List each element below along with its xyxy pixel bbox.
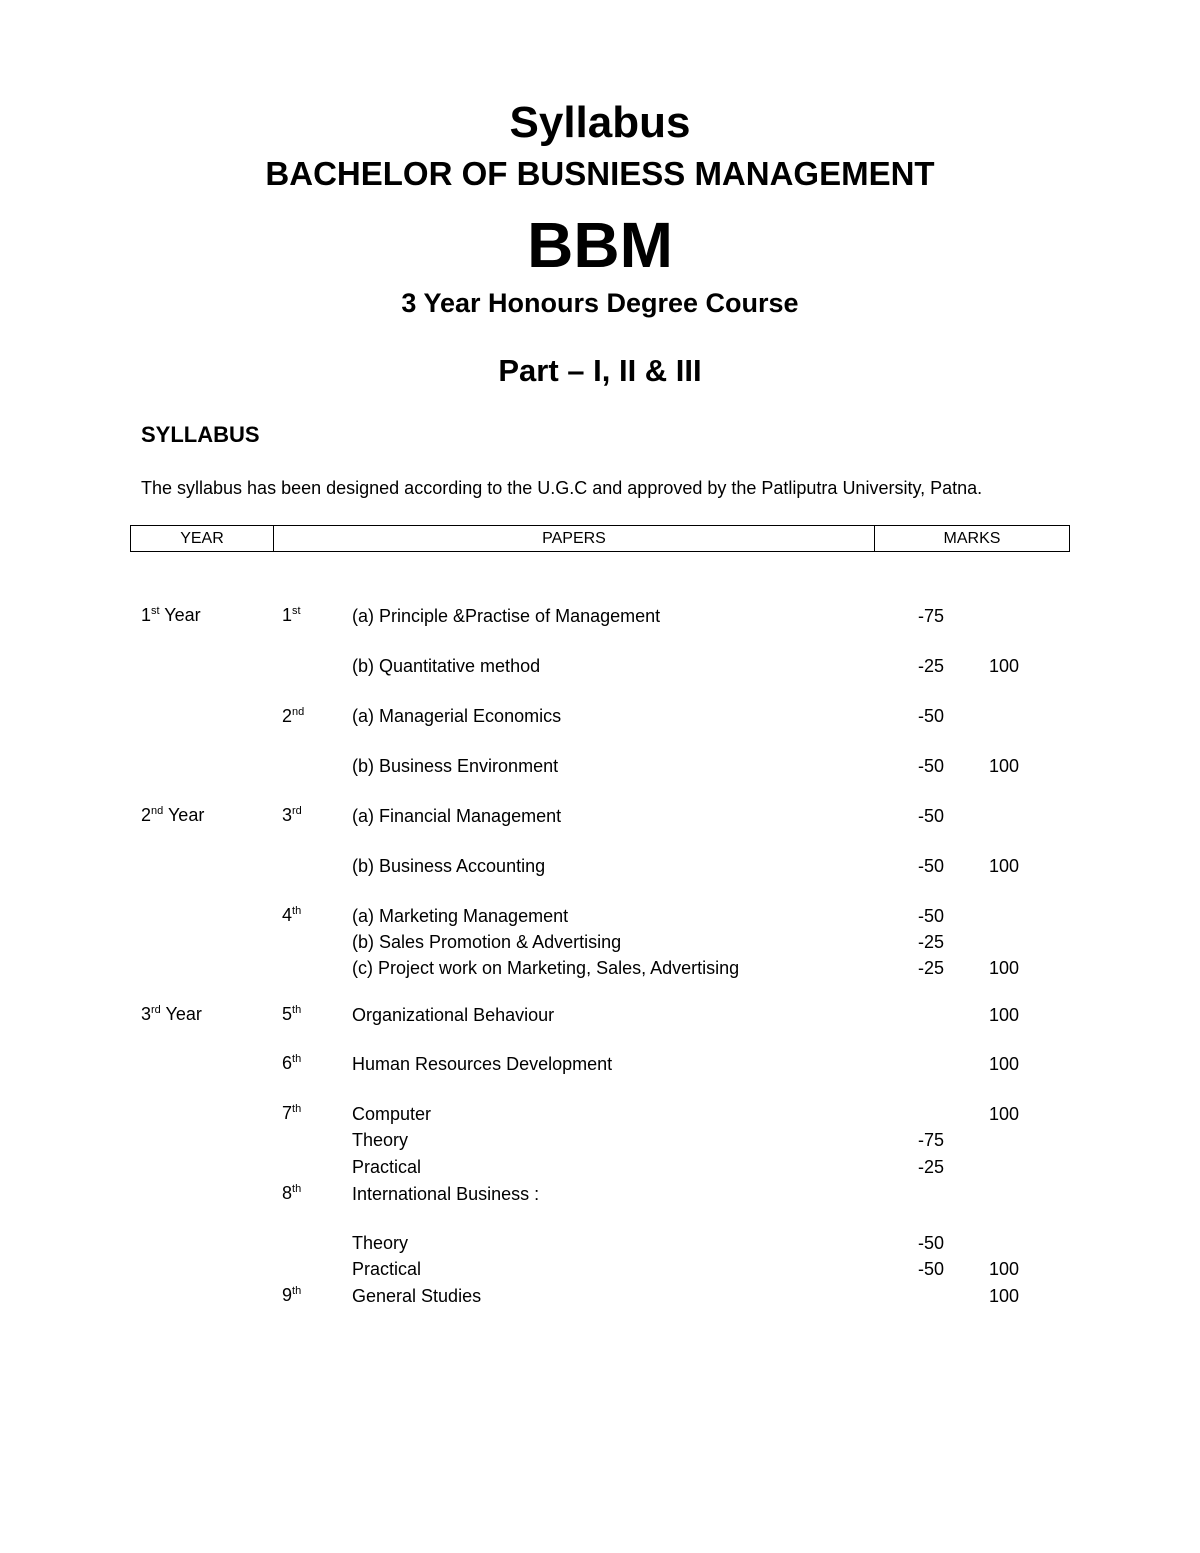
course-description: 3 Year Honours Degree Course	[401, 288, 799, 318]
subject-name: (b) Business Accounting	[352, 856, 546, 876]
year-label: 2nd Year	[141, 805, 205, 825]
subject-name: International Business :	[352, 1184, 540, 1204]
intro-paragraph: The syllabus has been designed according to the U.G.C and approved by the Patliputra University, Patna.	[141, 478, 983, 498]
paper-total: 100	[988, 1005, 1019, 1025]
course-parts: Part – I, II & III	[498, 353, 702, 388]
header-papers: PAPERS	[542, 530, 606, 547]
subject-name: (a) Marketing Management	[352, 906, 569, 926]
year-label: 3rd Year	[141, 1004, 202, 1024]
paper-number: 7th	[282, 1103, 302, 1123]
subject-marks: -25	[917, 958, 944, 978]
subject-name: Computer	[352, 1104, 432, 1124]
subject-marks: -25	[917, 1157, 944, 1177]
subject-name: (a) Managerial Economics	[352, 706, 562, 726]
paper-total: 100	[988, 756, 1019, 776]
subject-name: (a) Financial Management	[352, 806, 562, 826]
paper-number: 2nd	[282, 706, 305, 726]
table-header	[130, 525, 1070, 552]
paper-number: 5th	[282, 1004, 302, 1024]
header-year: YEAR	[180, 530, 224, 547]
subject-marks: -50	[917, 1233, 944, 1253]
paper-total: 100	[988, 958, 1019, 978]
header-marks: MARKS	[943, 530, 1001, 547]
document-title: Syllabus	[509, 98, 691, 147]
subject-name: Theory	[352, 1130, 409, 1150]
subject-marks: -25	[917, 656, 944, 676]
subject-name: (b) Business Environment	[352, 756, 559, 776]
subject-marks: -50	[917, 1259, 944, 1279]
subject-marks: -50	[917, 906, 944, 926]
subject-marks: -75	[917, 1130, 944, 1150]
subject-name: Organizational Behaviour	[352, 1005, 555, 1025]
paper-total: 100	[988, 1286, 1019, 1306]
subject-marks: -75	[917, 606, 944, 626]
paper-total: 100	[988, 656, 1019, 676]
subject-name: (b) Sales Promotion & Advertising	[352, 932, 622, 952]
subject-name: Practical	[352, 1157, 422, 1177]
subject-name: (c) Project work on Marketing, Sales, Advertising	[352, 958, 740, 978]
subject-marks: -50	[917, 806, 944, 826]
subject-marks: -50	[917, 756, 944, 776]
year-label: 1st Year	[141, 605, 201, 625]
subject-marks: -50	[917, 856, 944, 876]
subject-marks: -25	[917, 932, 944, 952]
paper-total: 100	[988, 1104, 1019, 1124]
paper-number: 1st	[282, 605, 301, 625]
paper-number: 3rd	[282, 805, 302, 825]
subject-name: (a) Principle &Practise of Management	[352, 606, 661, 626]
subject-name: General Studies	[352, 1286, 482, 1306]
program-name: BACHELOR OF BUSNIESS MANAGEMENT	[265, 155, 935, 192]
paper-total: 100	[988, 856, 1019, 876]
paper-total: 100	[988, 1054, 1019, 1074]
paper-number: 4th	[282, 905, 302, 925]
paper-total: 100	[988, 1259, 1019, 1279]
subject-marks: -50	[917, 706, 944, 726]
section-heading: SYLLABUS	[141, 422, 260, 447]
subject-name: Human Resources Development	[352, 1054, 613, 1074]
paper-number: 8th	[282, 1183, 302, 1203]
subject-name: Practical	[352, 1259, 422, 1279]
subject-name: Theory	[352, 1233, 409, 1253]
paper-number: 6th	[282, 1053, 302, 1073]
subject-name: (b) Quantitative method	[352, 656, 541, 676]
paper-number: 9th	[282, 1285, 302, 1305]
program-abbreviation: BBM	[527, 209, 673, 281]
